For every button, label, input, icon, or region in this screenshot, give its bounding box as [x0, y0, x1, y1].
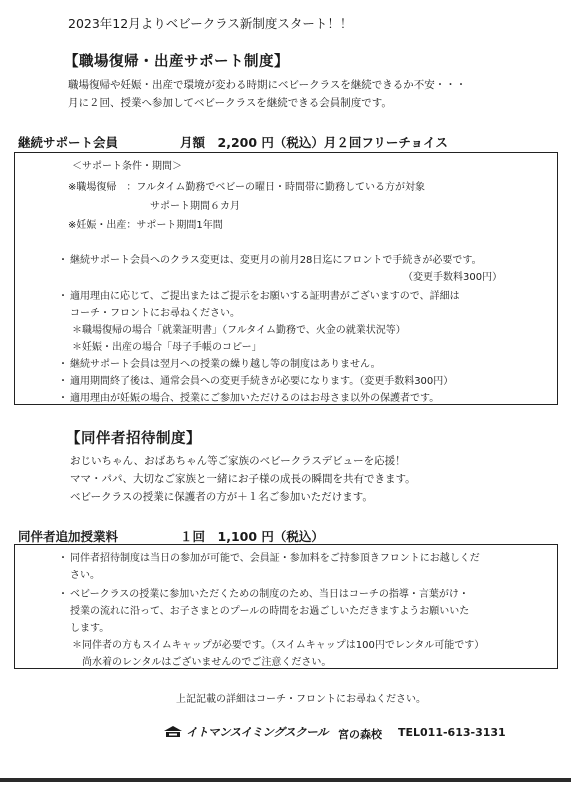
companion-note-coach-guidance-2: 授業の流れに沿って、お子さまとのプールの時間をお過ごしいただきますようお願いいた — [70, 606, 470, 617]
companion-note-coach-guidance-3: します。 — [70, 623, 110, 634]
intro-heading: 2023年12月よりベビークラス新制度スタート！！ — [68, 16, 353, 31]
bullet: ・ — [58, 553, 68, 564]
bullet: ・ — [58, 255, 68, 266]
condition-pregnancy: ※妊娠・出産：サポート期間1年間 — [68, 220, 223, 231]
brand-name: イトマンスイミングスクール — [186, 725, 328, 739]
support-conditions-title: ＜サポート条件・期間＞ — [72, 161, 182, 172]
note-certificate-2: コーチ・フロントにお尋ねください。 — [70, 308, 240, 319]
companion-note-swim-cap: ＊同伴者の方もスイムキャップが必要です。（スイムキャップは100円でレンタル可能です） — [72, 640, 485, 651]
support-plan-label: 継続サポート会員 — [18, 135, 119, 150]
footer-divider — [0, 778, 571, 782]
note-certificate-1: 適用理由に応じて、ご提出またはご提示をお願いする証明書がございますので、詳細は — [70, 291, 460, 302]
phone-number: TEL011-613-3131 — [398, 726, 506, 739]
support-system-title: 【職場復帰・出産サポート制度】 — [64, 54, 289, 70]
companion-desc-line-2: ママ・パパ、大切なご家族と一緒にお子様の成長の瞬間を共有できます。 — [70, 473, 416, 485]
companion-desc-line-3: ベビークラスの授業に保護者の方が＋１名ご参加いただけます。 — [70, 491, 373, 503]
bullet: ・ — [58, 376, 68, 387]
companion-note-swimwear: 尚水着のレンタルはございませんのでご注意ください。 — [82, 657, 332, 668]
note-no-carryover: 継続サポート会員は翌月への授業の繰り越し等の制度はありません。 — [70, 359, 381, 370]
condition-work-return: ※職場復帰 ：フルタイム勤務でベビーの曜日・時間帯に勤務している方が対象 — [68, 182, 425, 193]
note-after-period: 適用期間終了後は、通常会員への変更手続きが必要になります。（変更手数料300円） — [70, 376, 454, 387]
companion-plan-price: １回 1,100 円（税込） — [180, 529, 324, 544]
bullet: ・ — [58, 589, 68, 600]
note-maternity-certificate: ＊妊娠・出産の場合「母子手帳のコピー」 — [72, 342, 262, 353]
condition-work-return-period: サポート期間６カ月 — [150, 201, 240, 212]
note-pregnancy-guardian: 適用理由が妊娠の場合、授業にご参加いただけるのはお母さま以外の保護者です。 — [70, 393, 440, 404]
companion-desc-line-1: おじいちゃん、おばあちゃん等ご家族のベビークラスデビューを応援！ — [70, 455, 406, 467]
companion-note-same-day: 同伴者招待制度は当日の参加が可能で、会員証・参加料をご持参頂きフロントにお越しくだ — [70, 553, 480, 564]
note-work-certificate: ＊職場復帰の場合「就業証明書」（フルタイム勤務で、火金の就業状況等） — [72, 325, 406, 336]
bullet: ・ — [58, 291, 68, 302]
companion-note-same-day-cont: さい。 — [70, 570, 100, 581]
support-desc-line-2: 月に２回、授業へ参加してベビークラスを継続できる会員制度です。 — [68, 97, 392, 109]
companion-plan-label: 同伴者追加授業料 — [18, 529, 119, 544]
companion-system-title: 【同伴者招待制度】 — [66, 431, 201, 447]
companion-note-coach-guidance-1: ベビークラスの授業に参加いただくための制度のため、当日はコーチの指導・言葉がけ・ — [70, 589, 469, 600]
bullet: ・ — [58, 359, 68, 370]
support-desc-line-1: 職場復帰や妊娠・出産で環境が変わる時期にベビークラスを継続できるか不安・・・ — [68, 79, 467, 91]
note-class-change: 継続サポート会員へのクラス変更は、変更月の前月28日迄にフロントで手続きが必要です。 — [70, 255, 482, 266]
bullet: ・ — [58, 393, 68, 404]
note-class-change-fee: （変更手数料300円） — [403, 272, 503, 283]
school-name: 宮の森校 — [338, 728, 382, 741]
itoman-logo-icon — [164, 726, 182, 737]
inquiry-note: 上記記載の詳細はコーチ・フロントにお尋ねください。 — [176, 694, 426, 705]
support-plan-price: 月額 2,200 円（税込）月２回フリーチョイス — [180, 135, 448, 150]
